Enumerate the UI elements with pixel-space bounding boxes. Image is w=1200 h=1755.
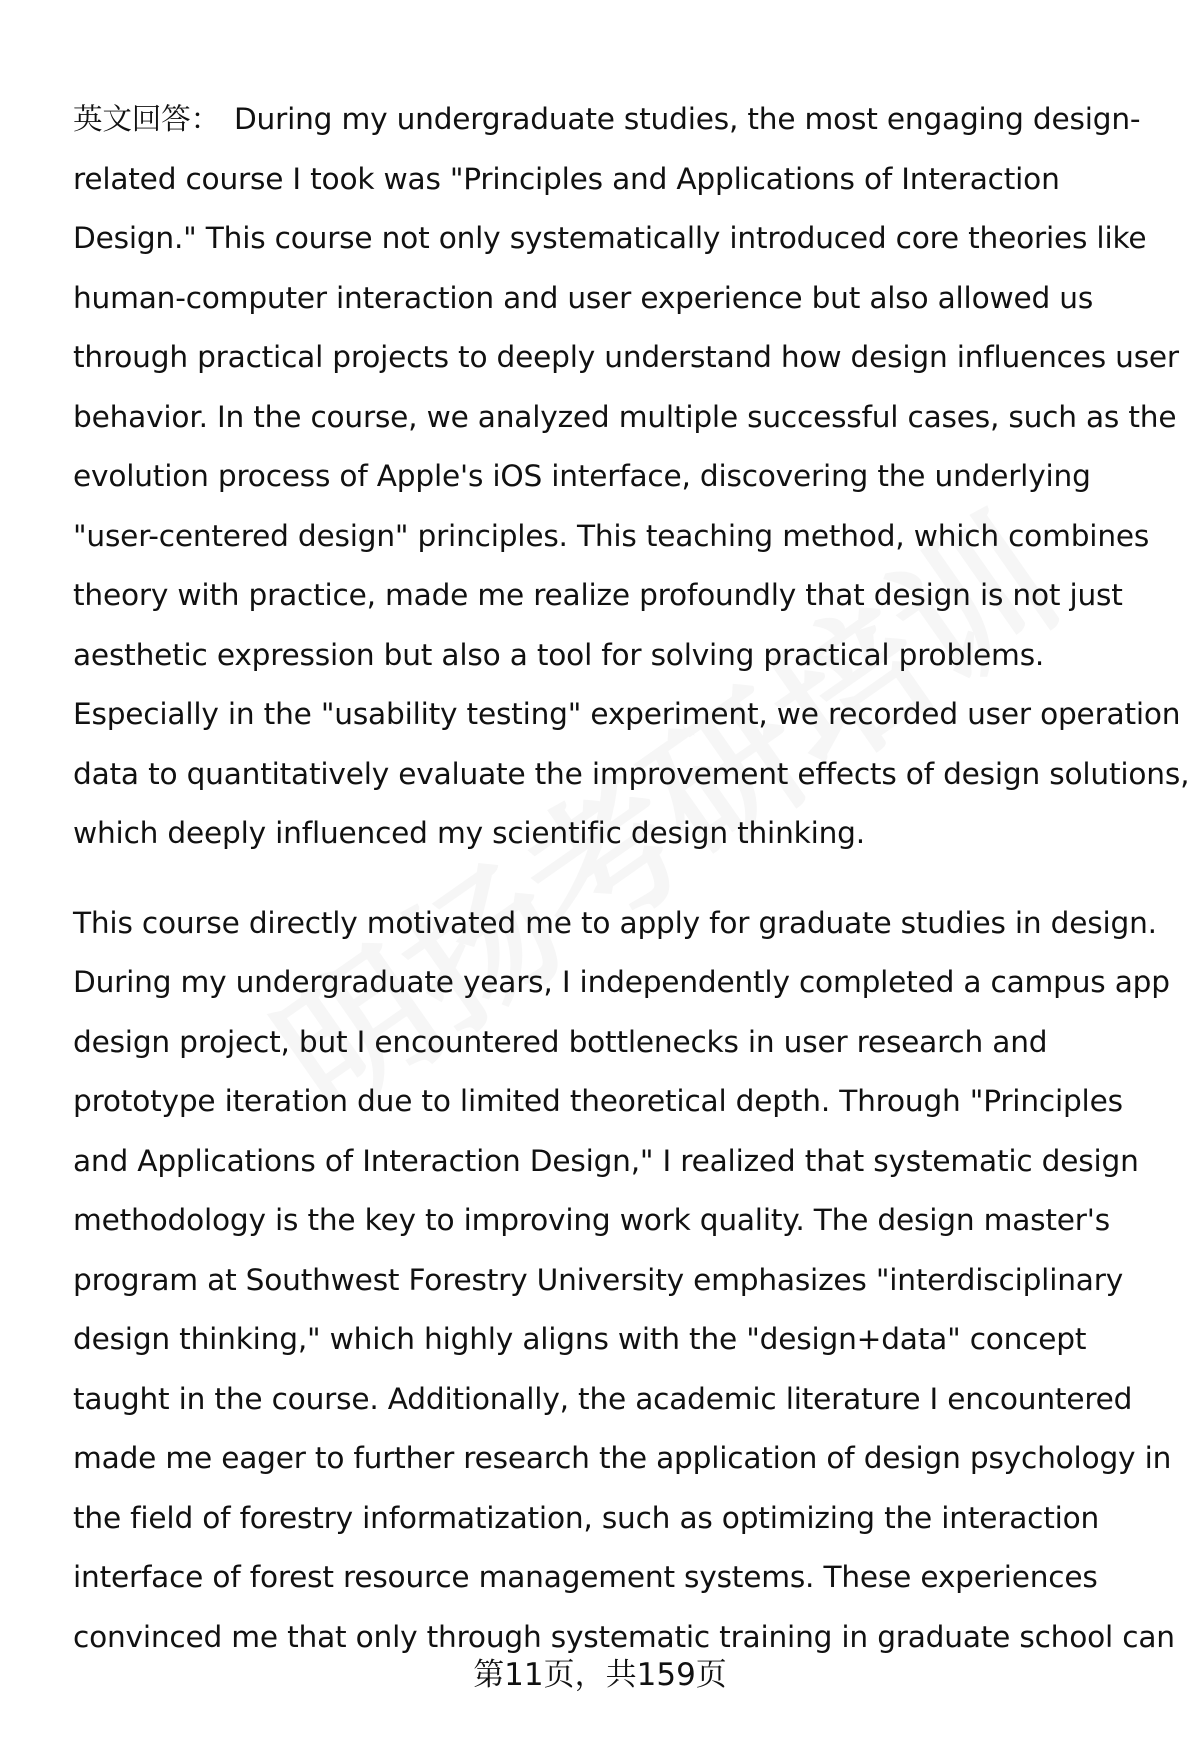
text-line: interface of forest resource management systems. These experiences [73,1560,1098,1594]
text-line: This course directly motivated me to apply for graduate studies in design. [73,905,1157,940]
text-line: the field of forestry informatization, such as optimizing the interaction [73,1500,1100,1535]
text-line: related course I took was "Principles and Applications of Interaction [73,161,1060,196]
text-line: convinced me that only through systematic training in graduate school can [73,1619,1175,1654]
document-body [73,90,1190,1667]
text-line: data to quantitatively evaluate the improvement effects of design solutions, [73,756,1190,791]
text-line: which deeply influenced my scientific design thinking. [73,816,865,850]
text-line [73,90,1153,150]
text-line: behavior. In the course, we analyzed multiple successful cases, such as the [73,399,1177,434]
text-line: made me eager to further research the application of design psychology in [73,1441,1172,1475]
answer-label: 英文回答： [73,102,220,136]
paragraph-spacer [73,864,1153,894]
text-line: program at Southwest Forestry University emphasizes "interdisciplinary [73,1262,1124,1297]
text-line: prototype iteration due to limited theoretical depth. Through "Principles [73,1084,1123,1118]
text-line: evolution process of Apple's iOS interface, discovering the underlying [73,459,1091,493]
text-line: through practical projects to deeply understand how design influences user [73,340,1179,374]
text-line: Design." This course not only systematically introduced core theories like [73,221,1147,255]
text-line: "user-centered design" principles. This teaching method, which combines [73,518,1150,553]
paragraph-1 [73,90,1190,864]
page-number-footer: 第11页，共159页 [473,1657,727,1693]
text-line: and Applications of Interaction Design," I realized that systematic design [73,1143,1139,1178]
text-line: design project, but I encountered bottlenecks in user research and [73,1024,1048,1059]
text-line: During my undergraduate years, I independently completed a campus app [73,965,1170,999]
text-line: aesthetic expression but also a tool for solving practical problems. [73,637,1045,672]
text-line: theory with practice, made me realize profoundly that design is not just [73,578,1123,612]
text-line: methodology is the key to improving work quality. The design master's [73,1203,1110,1237]
text-line: taught in the course. Additionally, the academic literature I encountered [73,1381,1133,1416]
paragraph-2 [73,894,1175,1668]
text-line: Especially in the "usability testing" experiment, we recorded user operation [73,697,1181,731]
text-line-content: During my undergraduate studies, the most engaging design- [233,102,1141,136]
text-line: human-computer interaction and user experience but also allowed us [73,280,1094,315]
text-line: design thinking," which highly aligns with the "design+data" concept [73,1322,1087,1356]
